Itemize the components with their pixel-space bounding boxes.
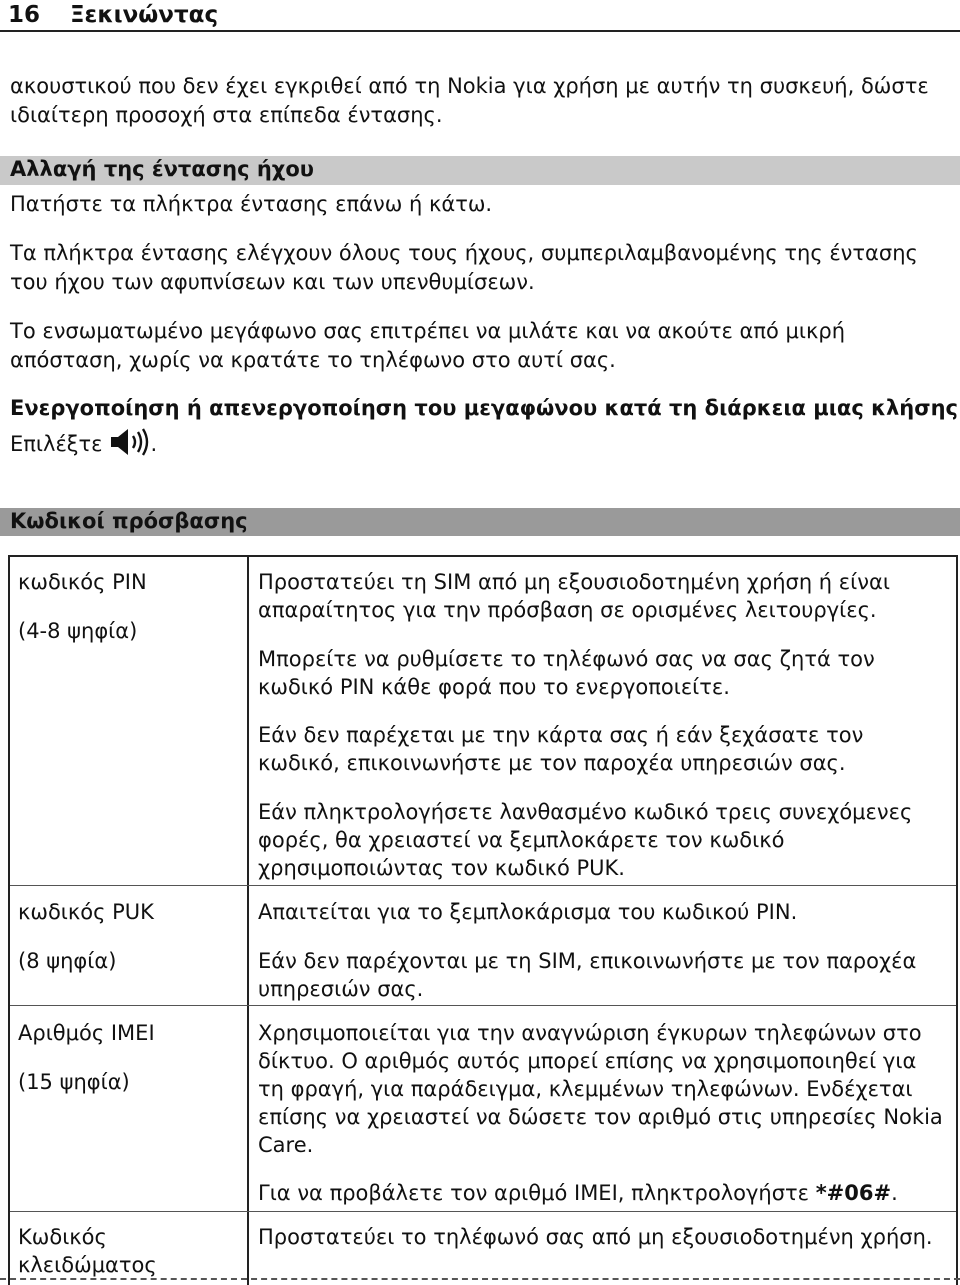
row-divider	[10, 1211, 956, 1212]
imei-code: *#06#	[815, 1181, 892, 1205]
puk-label: κωδικός PUK	[18, 900, 154, 924]
pin-digits: (4-8 ψηφία)	[18, 619, 138, 643]
speaker-period: .	[150, 432, 158, 456]
pin-description-1: Προστατεύει τη SIM από μη εξουσιοδοτημένη χρήση ή είναι απαραίτητος για την πρόσβαση σε ορισμένες λειτουργίες.	[258, 570, 890, 622]
imei-desc-prefix: Για να προβάλετε τον αριθμό IMEI, πληκτρολογήστε	[258, 1181, 816, 1205]
section-title: Ξεκινώντας	[70, 2, 219, 28]
volume-line-2: Τα πλήκτρα έντασης ελέγχουν όλους τους ήχους, συμπεριλαμβανομένης της έντασης του ήχου των αφυπνίσεων και των υπενθυμίσεων.	[10, 241, 918, 294]
volume-heading: Αλλαγή της έντασης ήχου	[10, 157, 314, 181]
page-cut-line	[0, 1278, 960, 1280]
volume-line-1: Πατήστε τα πλήκτρα έντασης επάνω ή κάτω.	[10, 192, 493, 216]
pin-label: κωδικός PIN	[18, 570, 147, 594]
puk-description-2: Εάν δεν παρέχονται με τη SIM, επικοινωνήστε με τον παροχέα υπηρεσιών σας.	[258, 949, 917, 1001]
pin-description-3: Εάν δεν παρέχεται με την κάρτα σας ή εάν ξεχάσατε τον κωδικό, επικοινωνήστε με τον παροχέα υπηρεσιών σας.	[258, 723, 864, 775]
speaker-instruction	[10, 427, 955, 465]
speaker-icon	[109, 427, 151, 465]
speaker-heading: Ενεργοποίηση ή απενεργοποίηση του μεγαφώνου κατά τη διάρκεια μιας κλήσης	[10, 396, 959, 420]
imei-description-2	[258, 1179, 948, 1207]
access-codes-table	[8, 555, 958, 1285]
page-number: 16	[8, 2, 41, 28]
puk-description-1: Απαιτείται για το ξεμπλοκάρισμα του κωδικού PIN.	[258, 900, 798, 924]
speaker-select-text: Επιλέξτε	[10, 432, 103, 456]
row-divider	[10, 1005, 956, 1006]
imei-desc-suffix: .	[891, 1181, 898, 1205]
imei-description-1: Χρησιμοποιείται για την αναγνώριση έγκυρων τηλεφώνων στο δίκτυο. Ο αριθμός αυτός μπορεί επίσης να χρησιμοποιηθεί για τη φραγή, για παράδειγμα, κλεμμένων τηλεφώνων. Ενδέχεται επίσης να χρειαστεί να δώσετε τον αριθμό στις υπηρεσίες Nokia Care.	[258, 1021, 943, 1157]
pin-description-2: Μπορείτε να ρυθμίσετε το τηλέφωνό σας να σας ζητά τον κωδικό PIN κάθε φορά που το ενεργοποιείτε.	[258, 647, 875, 699]
codes-heading-bar	[0, 508, 960, 536]
page-header	[0, 0, 960, 32]
pin-description-4: Εάν πληκτρολογήσετε λανθασμένο κωδικό τρεις συνεχόμενες φορές, θα χρειαστεί να ξεμπλοκάρετε τον κωδικό χρησιμοποιώντας τον κωδικό PUK.	[258, 800, 913, 880]
column-divider	[247, 557, 249, 1285]
volume-heading-bar	[0, 156, 960, 185]
lock-code-description: Προστατεύει το τηλέφωνό σας από μη εξουσιοδοτημένη χρήση.	[258, 1225, 933, 1249]
row-divider	[10, 885, 956, 886]
imei-label: Αριθμός IMEI	[18, 1021, 155, 1045]
lock-code-label: Κωδικός κλειδώματος	[18, 1225, 157, 1277]
intro-paragraph: ακουστικού που δεν έχει εγκριθεί από τη Nokia για χρήση με αυτήν τη συσκευή, δώστε ιδιαίτερη προσοχή στα επίπεδα έντασης.	[10, 74, 929, 127]
volume-line-3: Το ενσωματωμένο μεγάφωνο σας επιτρέπει να μιλάτε και να ακούτε από μικρή απόσταση, χωρίς να κρατάτε το τηλέφωνο στο αυτί σας.	[10, 319, 846, 372]
codes-heading: Κωδικοί πρόσβασης	[10, 509, 248, 533]
puk-digits: (8 ψηφία)	[18, 949, 117, 973]
imei-digits: (15 ψηφία)	[18, 1070, 130, 1094]
